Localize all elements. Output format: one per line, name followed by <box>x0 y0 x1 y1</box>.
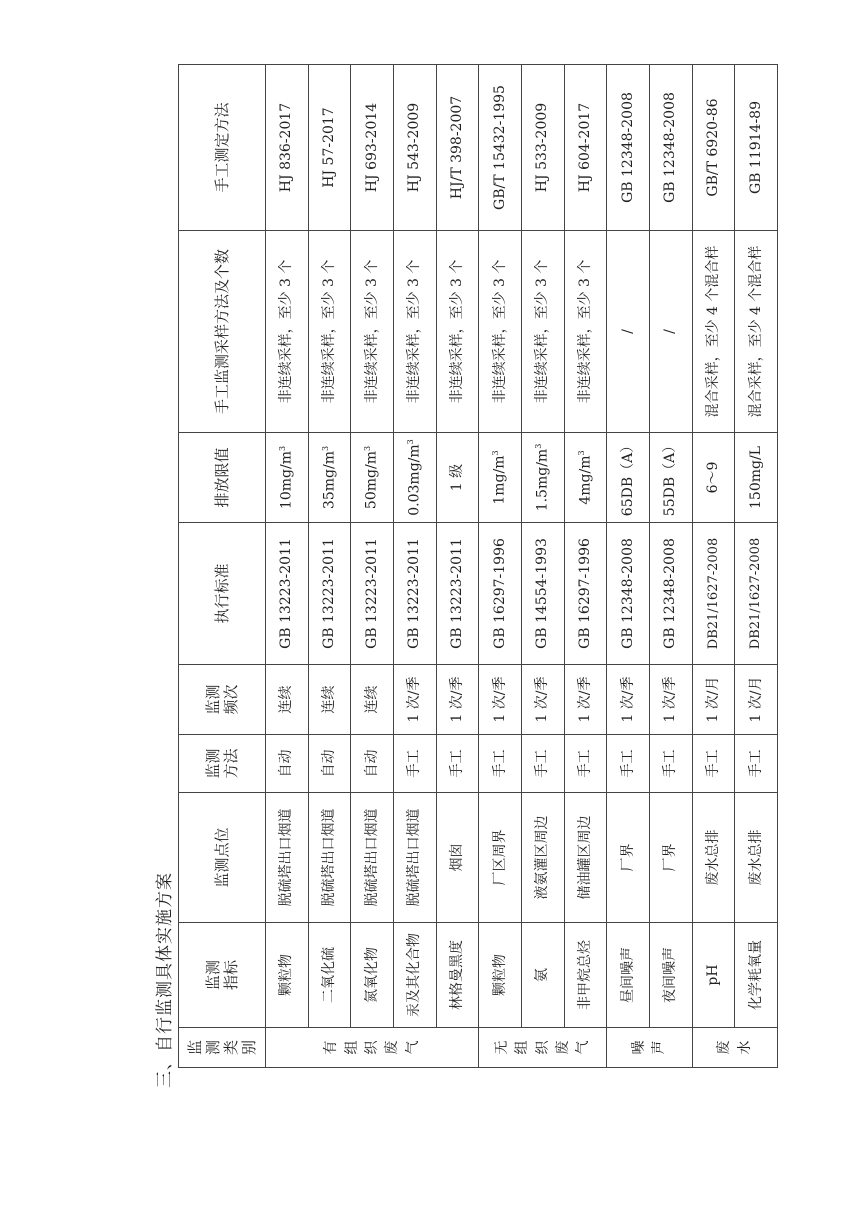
table-row <box>479 65 522 1068</box>
cell-limit: $1mg/m^3$ <box>479 433 522 523</box>
cell-point: 厂界 <box>649 793 692 923</box>
limit-superscript: 3 <box>278 445 288 452</box>
cell-standard: DB21/1627-2008 <box>735 523 778 665</box>
header-row <box>179 65 266 1068</box>
cell-manual-sampling: 非连续采样，至少 3 个 <box>351 231 394 433</box>
table-row <box>436 65 479 1068</box>
category-label: 有组织废气 <box>323 1040 421 1055</box>
cell-indicator: 林格曼黑度 <box>436 923 479 1028</box>
cell-manual-sampling: / <box>649 231 692 433</box>
cell-indicator: pH <box>692 923 735 1028</box>
cell-standard: GB 12348-2008 <box>649 523 692 665</box>
cell-manual-method: GB/T 6920-86 <box>692 65 735 231</box>
cell-manual-sampling: 非连续采样，至少 3 个 <box>308 231 351 433</box>
cell-limit: $35mg/m^3$ <box>308 433 351 523</box>
section-heading: 三、自行监测具体实施方案 <box>155 872 175 1088</box>
cell-frequency: 1 次/季 <box>649 665 692 735</box>
cell-frequency: 连续 <box>351 665 394 735</box>
header-frequency: 监测频次 <box>179 665 266 735</box>
cell-manual-method: HJ 693-2014 <box>351 65 394 231</box>
cell-frequency: 1 次/季 <box>393 665 436 735</box>
table-row <box>607 65 650 1068</box>
header-indicator: 监测指标 <box>179 923 266 1028</box>
cell-frequency: 1 次/月 <box>692 665 735 735</box>
table-row <box>735 65 778 1068</box>
header-point: 监测点位 <box>179 793 266 923</box>
cell-point: 厂界 <box>607 793 650 923</box>
cell-method: 自动 <box>351 735 394 793</box>
cell-indicator: 化学耗氧量 <box>735 923 778 1028</box>
cell-indicator: 氮氧化物 <box>351 923 394 1028</box>
cell-limit: $50mg/m^3$ <box>351 433 394 523</box>
cell-manual-method: HJ 533-2009 <box>521 65 564 231</box>
table-row <box>649 65 692 1068</box>
cell-point: 废水总排 <box>692 793 735 923</box>
cell-limit: 1 级 <box>436 433 479 523</box>
monitoring-table <box>178 64 778 1068</box>
cell-point: 脱硫塔出口烟道 <box>393 793 436 923</box>
cell-manual-sampling: / <box>607 231 650 433</box>
cell-manual-sampling: 非连续采样，至少 3 个 <box>479 231 522 433</box>
limit-superscript: 3 <box>491 450 501 456</box>
cell-standard: GB 16297-1996 <box>564 523 607 665</box>
cell-point: 烟囱 <box>436 793 479 923</box>
table-row <box>308 65 351 1068</box>
cell-manual-method: HJ 836-2017 <box>266 65 309 231</box>
cell-manual-sampling: 混合采样，至少 4 个混合样 <box>692 231 735 433</box>
cell-method: 手工 <box>436 735 479 793</box>
cell-standard: GB 14554-1993 <box>521 523 564 665</box>
cell-manual-sampling: 非连续采样，至少 3 个 <box>266 231 309 433</box>
cell-method: 手工 <box>521 735 564 793</box>
cell-standard: GB 13223-2011 <box>351 523 394 665</box>
cell-manual-sampling: 非连续采样，至少 3 个 <box>521 231 564 433</box>
cell-manual-sampling: 非连续采样，至少 3 个 <box>564 231 607 433</box>
cell-standard: GB 13223-2011 <box>266 523 309 665</box>
cell-method: 手工 <box>564 735 607 793</box>
cell-frequency: 1 次/季 <box>521 665 564 735</box>
cell-indicator: 颗粒物 <box>266 923 309 1028</box>
cell-frequency: 1 次/月 <box>735 665 778 735</box>
cell-method: 手工 <box>692 735 735 793</box>
cell-limit: $1.5mg/m^3$ <box>521 433 564 523</box>
cell-indicator: 夜间噪声 <box>649 923 692 1028</box>
cell-method: 手工 <box>393 735 436 793</box>
cell-limit: 65DB（A） <box>607 433 650 523</box>
cell-category <box>692 1028 777 1068</box>
header-limit: 排放限值 <box>179 433 266 523</box>
cell-point: 脱硫塔出口烟道 <box>266 793 309 923</box>
cell-point: 脱硫塔出口烟道 <box>351 793 394 923</box>
cell-manual-sampling: 非连续采样，至少 3 个 <box>393 231 436 433</box>
cell-method: 手工 <box>735 735 778 793</box>
header-category: 监测类别 <box>179 1028 266 1068</box>
header-method: 监测方法 <box>179 735 266 793</box>
cell-frequency: 连续 <box>308 665 351 735</box>
cell-standard: DB21/1627-2008 <box>692 523 735 665</box>
table-row <box>266 65 309 1068</box>
cell-manual-method: GB 12348-2008 <box>649 65 692 231</box>
table-row <box>521 65 564 1068</box>
category-label: 无组织废气 <box>494 1040 592 1055</box>
cell-standard: GB 12348-2008 <box>607 523 650 665</box>
cell-point: 厂区周界 <box>479 793 522 923</box>
cell-frequency: 1 次/季 <box>564 665 607 735</box>
table-row <box>393 65 436 1068</box>
category-label: 废水 <box>716 1040 753 1055</box>
cell-frequency: 1 次/季 <box>479 665 522 735</box>
cell-manual-method: GB/T 15432-1995 <box>479 65 522 231</box>
cell-point: 液氨灌区周边 <box>521 793 564 923</box>
cell-indicator: 氨 <box>521 923 564 1028</box>
cell-method: 自动 <box>266 735 309 793</box>
cell-manual-method: GB 12348-2008 <box>607 65 650 231</box>
limit-superscript: 3 <box>406 439 416 445</box>
cell-category <box>266 1028 479 1068</box>
cell-manual-method: HJ 604-2017 <box>564 65 607 231</box>
cell-manual-method: GB 11914-89 <box>735 65 778 231</box>
limit-superscript: 3 <box>534 443 544 449</box>
cell-standard: GB 13223-2011 <box>393 523 436 665</box>
cell-limit: 150mg/L <box>735 433 778 523</box>
cell-manual-method: HJ 57-2017 <box>308 65 351 231</box>
limit-superscript: 3 <box>320 445 330 452</box>
cell-indicator: 非甲烷总烃 <box>564 923 607 1028</box>
cell-method: 手工 <box>649 735 692 793</box>
cell-indicator: 二氧化硫 <box>308 923 351 1028</box>
cell-indicator: 昼间噪声 <box>607 923 650 1028</box>
header-manual-sampling: 手工监测采样方法及个数 <box>179 231 266 433</box>
cell-manual-method: HJ 543-2009 <box>393 65 436 231</box>
cell-indicator: 汞及其化合物 <box>393 923 436 1028</box>
cell-category <box>607 1028 692 1068</box>
cell-manual-method: HJ/T 398-2007 <box>436 65 479 231</box>
table-row <box>564 65 607 1068</box>
cell-method: 自动 <box>308 735 351 793</box>
cell-frequency: 1 次/季 <box>607 665 650 735</box>
cell-limit: $4mg/m^3$ <box>564 433 607 523</box>
cell-standard: GB 13223-2011 <box>308 523 351 665</box>
cell-frequency: 1 次/季 <box>436 665 479 735</box>
cell-manual-sampling: 混合采样，至少 4 个混合样 <box>735 231 778 433</box>
cell-indicator: 颗粒物 <box>479 923 522 1028</box>
cell-point: 脱硫塔出口烟道 <box>308 793 351 923</box>
cell-limit: $0.03mg/m^3$ <box>393 433 436 523</box>
cell-method: 手工 <box>607 735 650 793</box>
cell-standard: GB 16297-1996 <box>479 523 522 665</box>
limit-superscript: 3 <box>576 450 586 456</box>
header-manual-method: 手工测定方法 <box>179 65 266 231</box>
header-standard: 执行标准 <box>179 523 266 665</box>
cell-category <box>479 1028 607 1068</box>
table-row <box>692 65 735 1068</box>
cell-limit: 55DB（A） <box>649 433 692 523</box>
cell-limit: $10mg/m^3$ <box>266 433 309 523</box>
limit-superscript: 3 <box>363 445 373 452</box>
category-label: 噪声 <box>631 1040 668 1055</box>
cell-point: 废水总排 <box>735 793 778 923</box>
cell-limit: 6～9 <box>692 433 735 523</box>
table-row <box>351 65 394 1068</box>
cell-manual-sampling: 非连续采样，至少 3 个 <box>436 231 479 433</box>
cell-method: 手工 <box>479 735 522 793</box>
cell-frequency: 连续 <box>266 665 309 735</box>
cell-standard: GB 13223-2011 <box>436 523 479 665</box>
cell-point: 储油罐区周边 <box>564 793 607 923</box>
